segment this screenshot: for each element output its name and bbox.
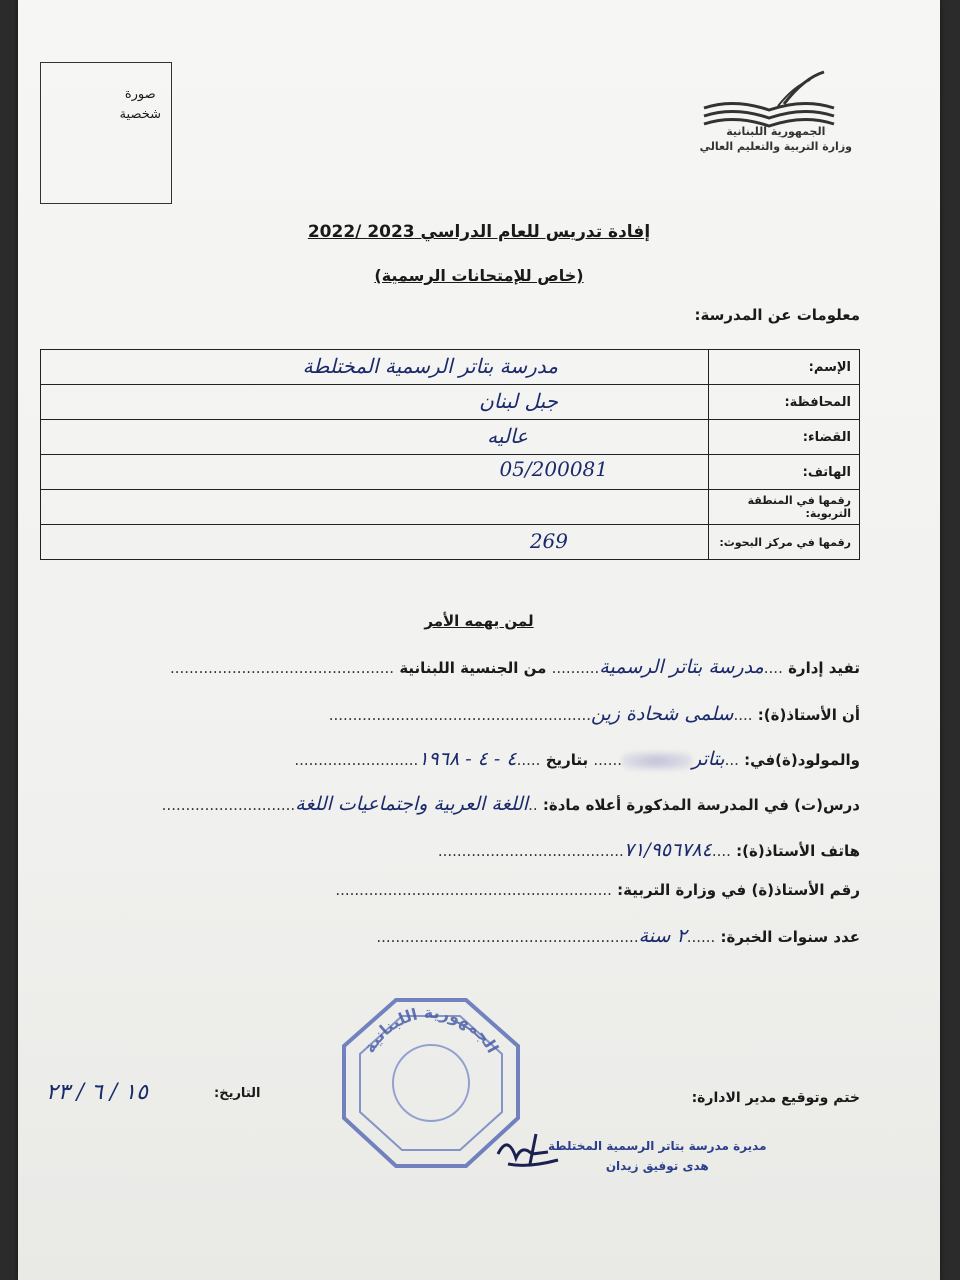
phone-handwriting: 05/200081 [499, 457, 608, 481]
line5-prefix: هاتف الأستاذ(ة): [736, 842, 860, 860]
body-line-6: رقم الأستاذ(ة) في وزارة التربية: .......................................................... [335, 881, 860, 899]
district-label: القضاء: [709, 420, 860, 455]
body-line-1: تفيد إدارة ....مدرسة بتاتر الرسمية.......... من الجنسية اللبنانية ............................................... [169, 656, 860, 678]
table-row [41, 455, 860, 490]
line2-handwriting: سلمى شحادة زين [591, 703, 734, 725]
body-line-4: درس(ت) في المدرسة المذكورة أعلاه مادة: ..اللغة العربية واجتماعيات اللغة............................ [161, 793, 860, 815]
ministry-heading [700, 124, 852, 154]
director-name: هدى توفيق زيدان [605, 1159, 709, 1173]
research-center-number-label: رقمها في مركز البحوث: [709, 525, 860, 560]
table-row [41, 385, 860, 420]
line3-handwriting-place: بتاتر [692, 748, 725, 770]
personal-photo-box [40, 62, 172, 204]
line3-handwriting-date: ٤ - ٤ - ١٩٦٨ [418, 748, 517, 770]
photo-label: صورة شخصية [119, 87, 161, 122]
table-row [41, 525, 860, 560]
body-line-7: عدد سنوات الخبرة: ......٢ سنة....................................................... [376, 925, 860, 947]
table-row [41, 420, 860, 455]
table-row [41, 350, 860, 385]
school-name-label: الإسم: [709, 350, 860, 385]
document-sheet [18, 0, 940, 1280]
republic-name: الجمهورية اللبنانية [726, 125, 826, 138]
regional-number-value [41, 490, 709, 525]
date-label: التاريخ: [214, 1086, 261, 1101]
body-line-5: هاتف الأستاذ(ة): ....٧١/٩٥٦٧٨٤....................................... [437, 839, 860, 861]
line3-prefix: والمولود(ة)في: [744, 751, 860, 769]
line1-prefix: تفيد إدارة [788, 659, 860, 677]
page-subtitle: (خاص للإمتحانات الرسمية) [374, 266, 584, 285]
table-row [41, 490, 860, 525]
governorate-handwriting: جبل لبنان [479, 389, 558, 413]
to-whom-it-may-concern: لمن يهمه الأمر [424, 612, 534, 630]
line4-handwriting: اللغة العربية واجتماعيات اللغة [295, 793, 529, 815]
line7-prefix: عدد سنوات الخبرة: [720, 928, 860, 946]
svg-text:الجمهورية اللبنانية: الجمهورية اللبنانية [359, 1002, 503, 1057]
body-line-3: والمولود(ة)في: ...بتاتر...... بتاريخ .....٤ - ٤ - ١٩٦٨.......................... [294, 748, 860, 770]
director-name-stamp [548, 1136, 767, 1176]
research-center-number-value [41, 525, 709, 560]
research-number-handwriting: 269 [529, 529, 568, 553]
district-value [41, 420, 709, 455]
phone-value [41, 455, 709, 490]
redacted-blur [622, 752, 692, 770]
ministry-name: وزارة التربية والتعليم العالي [699, 140, 852, 153]
director-title: مديرة مدرسة بتاتر الرسمية المختلطة [548, 1139, 767, 1153]
line3-date-label: بتاريخ [545, 751, 589, 769]
phone-label: الهاتف: [709, 455, 860, 490]
line5-handwriting: ٧١/٩٥٦٧٨٤ [623, 839, 712, 861]
line4-prefix: درس(ت) في المدرسة المذكورة أعلاه مادة: [542, 796, 860, 814]
district-handwriting: عاليه [487, 424, 528, 448]
line6-prefix: رقم الأستاذ(ة) في وزارة التربية: [617, 881, 860, 899]
governorate-value [41, 385, 709, 420]
body-line-2: أن الأستاذ(ة): ....سلمى شحادة زين....................................................... [328, 703, 860, 725]
line1-handwriting: مدرسة بتاتر الرسمية [599, 656, 764, 678]
line2-prefix: أن الأستاذ(ة): [757, 706, 860, 724]
school-name-value [41, 350, 709, 385]
school-info-label: معلومات عن المدرسة: [694, 306, 860, 324]
school-info-table [40, 349, 860, 560]
regional-number-label: رقمها في المنطقة التربوية: [709, 490, 860, 525]
line7-handwriting: ٢ سنة [638, 925, 687, 947]
governorate-label: المحافظة: [709, 385, 860, 420]
school-name-handwriting: مدرسة بتاتر الرسمية المختلطة [302, 354, 558, 378]
date-handwriting: ١٥ / ٦ / ٢٣ [46, 1080, 148, 1105]
line1-suffix: من الجنسية اللبنانية [399, 659, 547, 677]
signature-label: ختم وتوقيع مدير الادارة: [691, 1090, 860, 1106]
page-title: إفادة تدريس للعام الدراسي 2023 /2022 [307, 222, 651, 242]
